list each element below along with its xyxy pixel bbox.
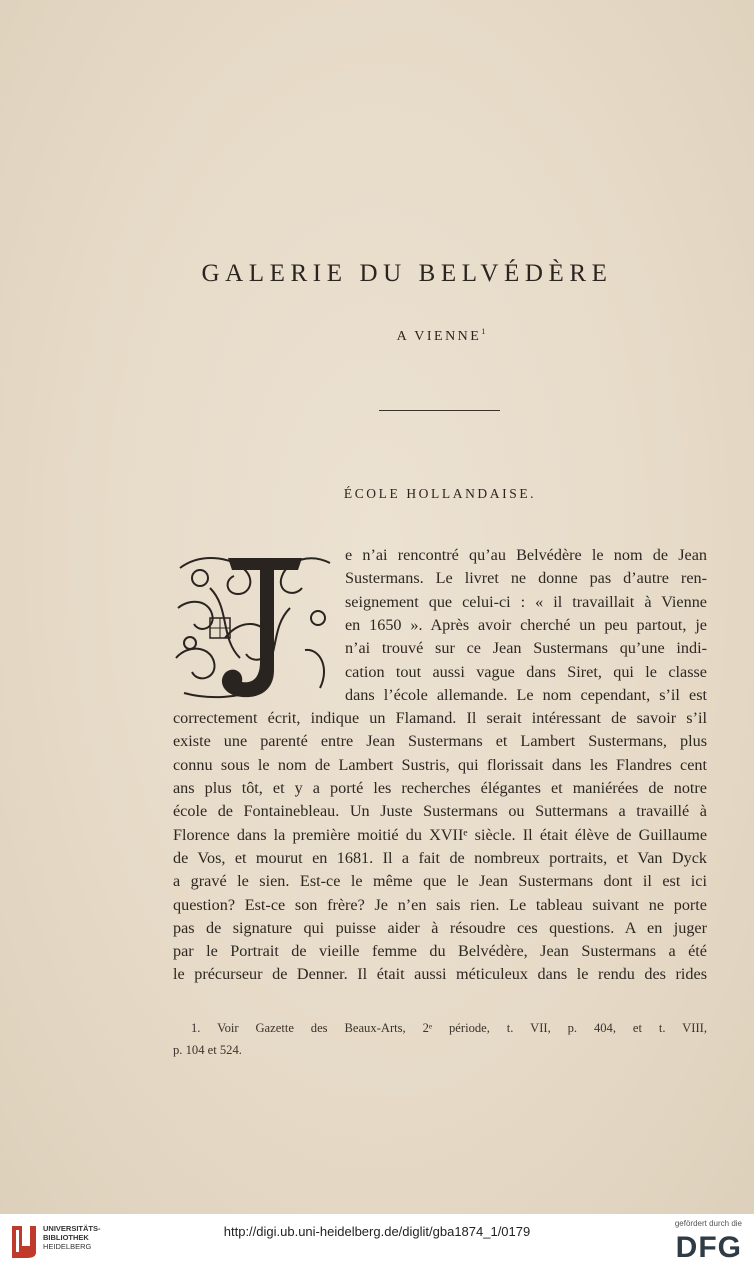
section-heading: ÉCOLE HOLLANDAISE.: [343, 486, 537, 501]
body-line: n’ai trouvé sur ce Jean Sustermans qu’une indi-: [345, 639, 707, 658]
body-line: e n’ai rencontré qu’au Belvédère le nom de Jean: [345, 546, 707, 564]
body-line: seignement que celui-ci : « il travaillait à Vienne: [345, 592, 707, 611]
funding-label: gefördert durch die: [674, 1219, 742, 1228]
page-title: GALERIE DU BELVÉDÈRE: [201, 260, 613, 287]
body-line: de Vos, et mourut en 1681. Il a fait de nombreux portraits, et Van Dyck: [173, 848, 707, 867]
body-line: connu sous le nom de Lambert Sustris, qui florissait dans les Flandres cent: [173, 755, 707, 774]
body-line: Florence dans la première moitié du XVIIᵉ siècle. Il était élève de Guillaume: [173, 825, 707, 844]
page-subtitle: [0, 329, 754, 345]
body-line: existe une parenté entre Jean Sustermans et Lambert Sustermans, plus: [173, 732, 707, 751]
viewer-footer: [0, 1214, 754, 1268]
footnote-line-2: p. 104 et 524.: [173, 1043, 242, 1057]
body-line: correctement écrit, indique un Flamand. Il serait intéressant de savoir s’il: [173, 709, 707, 728]
body-line: le précurseur de Denner. Il était aussi méticuleux dans le rendu des rides: [173, 965, 707, 984]
body-line: ans plus tôt, et y a porté les recherches élégantes et maniérées de notre: [173, 779, 707, 797]
library-name-line-1: UNIVERSITÄTS-: [43, 1224, 101, 1233]
body-line: cation tout aussi vague dans Siret, qui le classe: [345, 662, 707, 681]
subtitle-text: A VIENNE: [396, 329, 482, 344]
dfg-logo[interactable]: DFG: [675, 1231, 742, 1264]
title-divider: [379, 410, 500, 411]
footnote-line-1: 1. Voir Gazette des Beaux-Arts, 2ᵉ période, t. VII, p. 404, et t. VIII,: [191, 1021, 707, 1035]
body-line: école de Fontainebleau. Un Juste Sustermans ou Suttermans a travaillé à: [173, 802, 707, 821]
body-line: a gravé le sien. Est-ce le même que le Jean Sustermans dont il est ici: [173, 872, 707, 891]
library-name-line-2: BIBLIOTHEK: [43, 1233, 89, 1242]
body-line: dans l’école allemande. Le nom cependant, s’il est: [345, 685, 707, 704]
ornamental-initial-icon: [170, 548, 338, 703]
body-line: Sustermans. Le livret ne donne pas d’autre ren-: [345, 569, 707, 588]
footnote-marker: 1: [481, 327, 486, 336]
library-name-line-3: HEIDELBERG: [43, 1242, 92, 1251]
body-line: par le Portrait de vieille femme du Belvédère, Jean Sustermans a été: [173, 942, 707, 961]
body-line: question? Est-ce son frère? Je n’en sais rien. Le tableau suivant ne porte: [173, 895, 707, 914]
body-line: en 1650 ». Après avoir cherché un peu partout, je: [345, 615, 707, 634]
body-line: pas de signature qui puisse aider à résoudre ces questions. A en juger: [173, 918, 707, 937]
permalink-url[interactable]: http://digi.ub.uni-heidelberg.de/diglit/gba1874_1/0179: [223, 1224, 531, 1239]
